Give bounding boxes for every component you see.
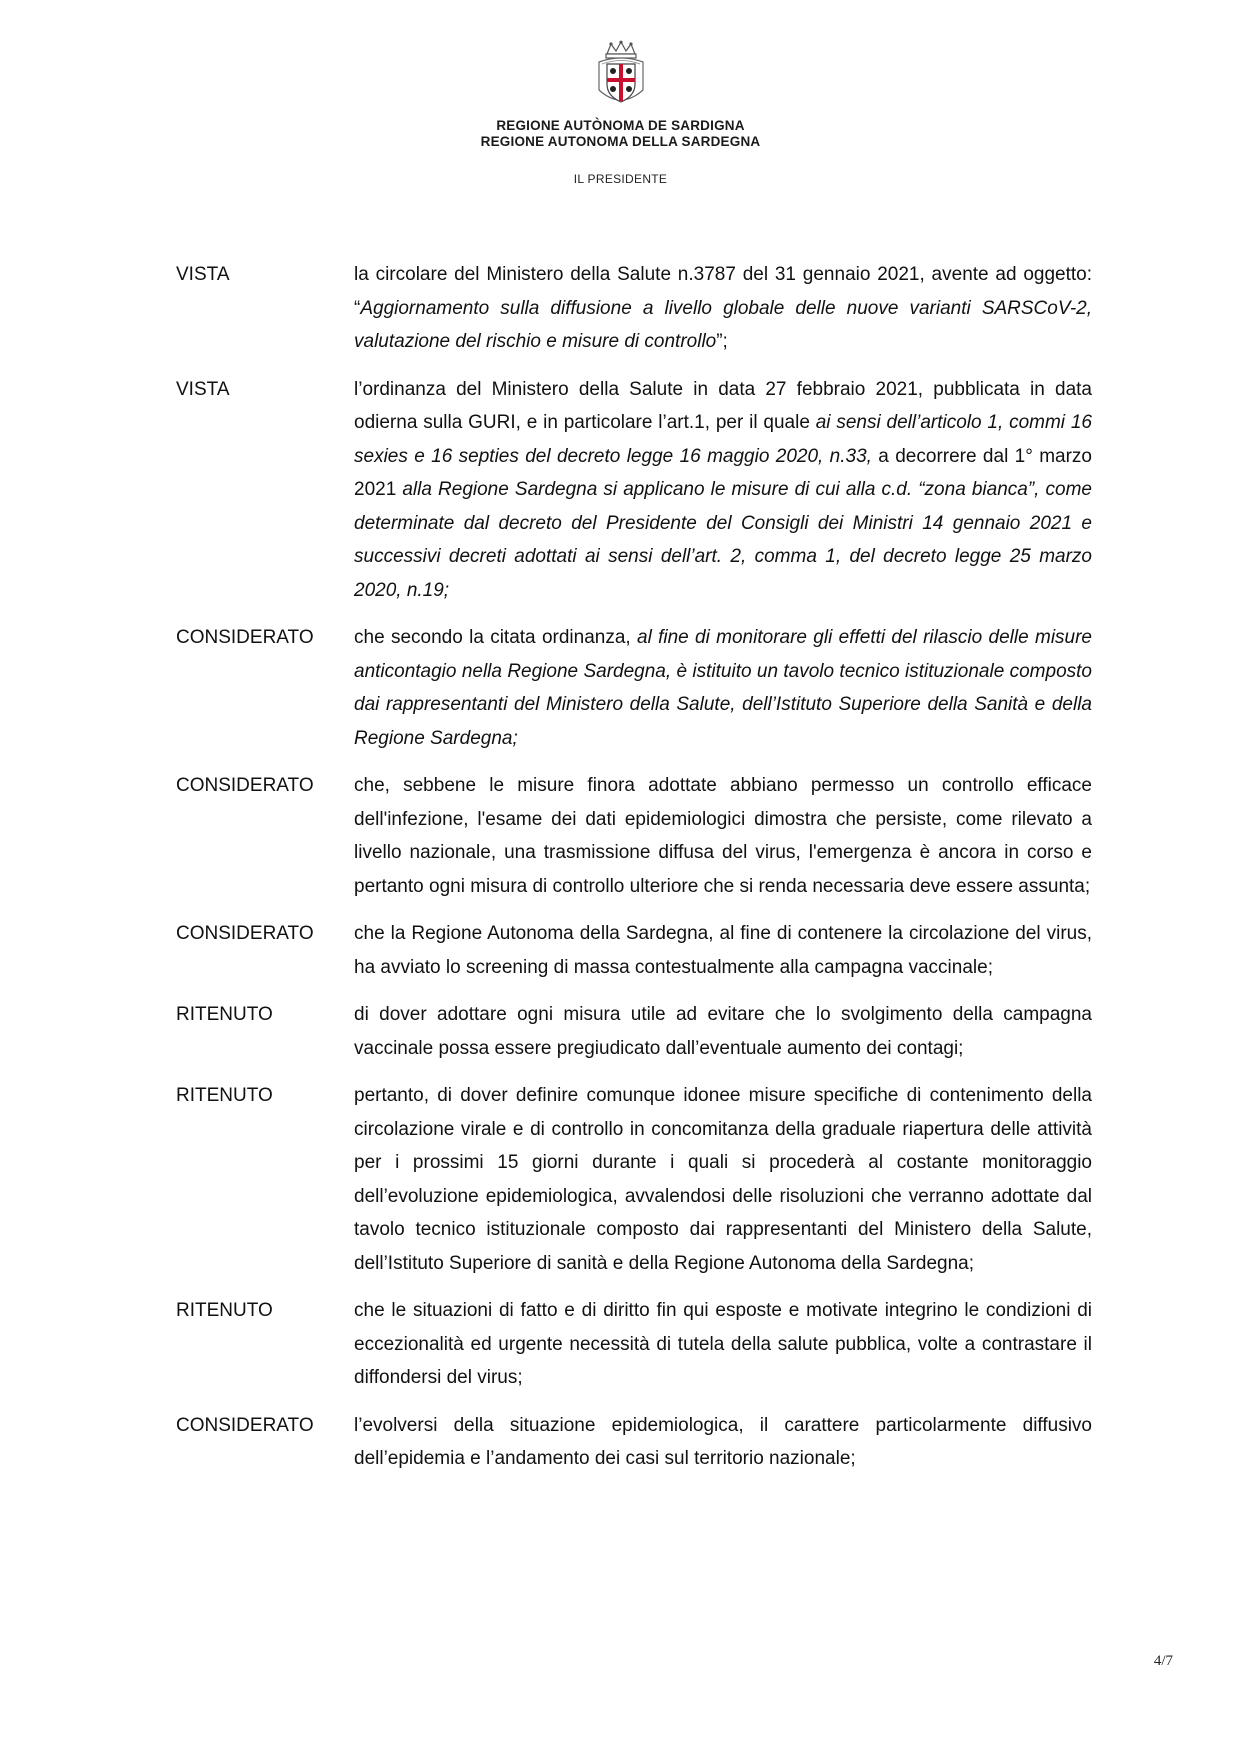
org-name-italian: REGIONE AUTONOMA DELLA SARDEGNA (480, 134, 761, 149)
entry-keyword: RITENUTO (176, 1004, 273, 1025)
entry-text-segment: che la Regione Autonoma della Sardegna, al fine di contenere la circolazione del virus, ha avviato lo screening di massa contestualmente alla campagna vaccinale; (354, 923, 1092, 978)
entry-text (354, 1079, 1092, 1280)
coat-of-arms-emblem (593, 40, 649, 108)
entry-text (354, 1294, 1092, 1395)
preamble-entry (176, 998, 1092, 1065)
entry-text-segment: l’ordinanza del Ministero della Salute in data 27 febbraio 2021, pubblicata in data odierna sulla GURI, e in particolare l’art.1, per il quale (354, 378, 1092, 433)
preamble-entry (176, 258, 1092, 359)
entry-text (354, 258, 1092, 359)
entry-text-segment: a decorrere dal 1° marzo 2021 (354, 445, 1092, 500)
entry-keyword: RITENUTO (176, 1300, 273, 1321)
preamble-entry (176, 1079, 1092, 1280)
entry-text-italic: al fine di monitorare gli effetti del rilascio delle misure anticontagio nella Regione Sardegna, è istituito un tavolo tecnico istituzionale composto dai rappresentanti del Ministero della Salute, dell’Istituto Superiore della Sanità e della Regione Sardegna; (354, 627, 1092, 749)
entry-text-segment: di dover adottare ogni misura utile ad evitare che lo svolgimento della campagna vaccinale possa essere pregiudicato dall’eventuale aumento dei contagi; (354, 1004, 1092, 1059)
entry-text-segment: che le situazioni di fatto e di diritto fin qui esposte e motivate integrino le condizioni di eccezionalità ed urgente necessità di tutela della salute pubblica, volte a contrastare il diffondersi del virus; (354, 1300, 1092, 1388)
preamble-entry (176, 373, 1092, 608)
entry-text-segment: la circolare del Ministero della Salute n.3787 del 31 gennaio 2021, avente ad oggetto: “ (354, 264, 1092, 319)
entry-keyword: VISTA (176, 378, 230, 400)
entry-text-italic: ai sensi dell’articolo 1, commi 16 sexies e 16 septies del decreto legge 16 maggio 2020, n.33, (354, 412, 1092, 467)
entry-keyword: CONSIDERATO (176, 627, 314, 648)
page-number: 4/7 (1153, 1653, 1173, 1669)
entry-text-segment: pertanto, di dover definire comunque idonee misure specifiche di contenimento della circolazione virale e di controllo in concomitanza della graduale riapertura delle attività per i prossimi 15 giorni durante i quali si procederà al costante monitoraggio dell’evoluzione epidemiologica, avvalendosi delle risoluzioni che verranno adottate dal tavolo tecnico istituzionale composto dai rappresentanti del Ministero della Salute, dell’Istituto Superiore di sanità e della Regione Autonoma della Sardegna; (354, 1085, 1092, 1274)
entry-text (354, 769, 1092, 903)
entry-text-italic: alla Regione Sardegna si applicano le misure di cui alla c.d. “zona bianca”, come determinate dal decreto del Presidente del Consigli dei Ministri 14 gennaio 2021 e successivi decreti adottati ai sensi dell’art. 2, comma 1, del decreto legge 25 marzo 2020, n.19; (354, 479, 1092, 601)
entry-text-segment: che secondo la citata ordinanza, (354, 627, 637, 648)
preamble-entry (176, 769, 1092, 903)
entry-text-italic: Aggiornamento sulla diffusione a livello globale delle nuove varianti SARSCoV-2, valutazione del rischio e misure di controllo (354, 297, 1092, 352)
entry-text-segment: l’evolversi della situazione epidemiologica, il carattere particolarmente diffusivo dell’epidemia e l’andamento dei casi sul territorio nazionale; (354, 1414, 1092, 1469)
document-header (0, 40, 1241, 186)
entry-text (354, 621, 1092, 755)
org-name-sardinian: REGIONE AUTÒNOMA DE SARDIGNA (496, 118, 745, 133)
entry-text (354, 998, 1092, 1065)
issuer-role: IL PRESIDENTE (573, 172, 668, 186)
entry-keyword: VISTA (176, 264, 230, 285)
entry-keyword: CONSIDERATO (176, 1414, 314, 1436)
preamble-entry (176, 917, 1092, 984)
entry-text (354, 917, 1092, 984)
entry-text-segment: ”; (716, 331, 728, 352)
entry-keyword: CONSIDERATO (176, 923, 314, 944)
document-body (176, 258, 1092, 1490)
entry-text-segment: che, sebbene le misure finora adottate abbiano permesso un controllo efficace dell'infezione, l'esame dei dati epidemiologici dimostra che persiste, come rilevato a livello nazionale, una trasmissione diffusa del virus, l'emergenza è ancora in corso e pertanto ogni misura di controllo ulteriore che si renda necessaria deve essere assunta; (354, 775, 1092, 897)
preamble-entry (176, 1294, 1092, 1395)
preamble-entry (176, 1409, 1092, 1476)
preamble-entry (176, 621, 1092, 755)
entry-text (354, 373, 1092, 608)
entry-keyword: RITENUTO (176, 1085, 273, 1106)
entry-text (354, 1409, 1092, 1476)
entry-keyword: CONSIDERATO (176, 775, 314, 796)
